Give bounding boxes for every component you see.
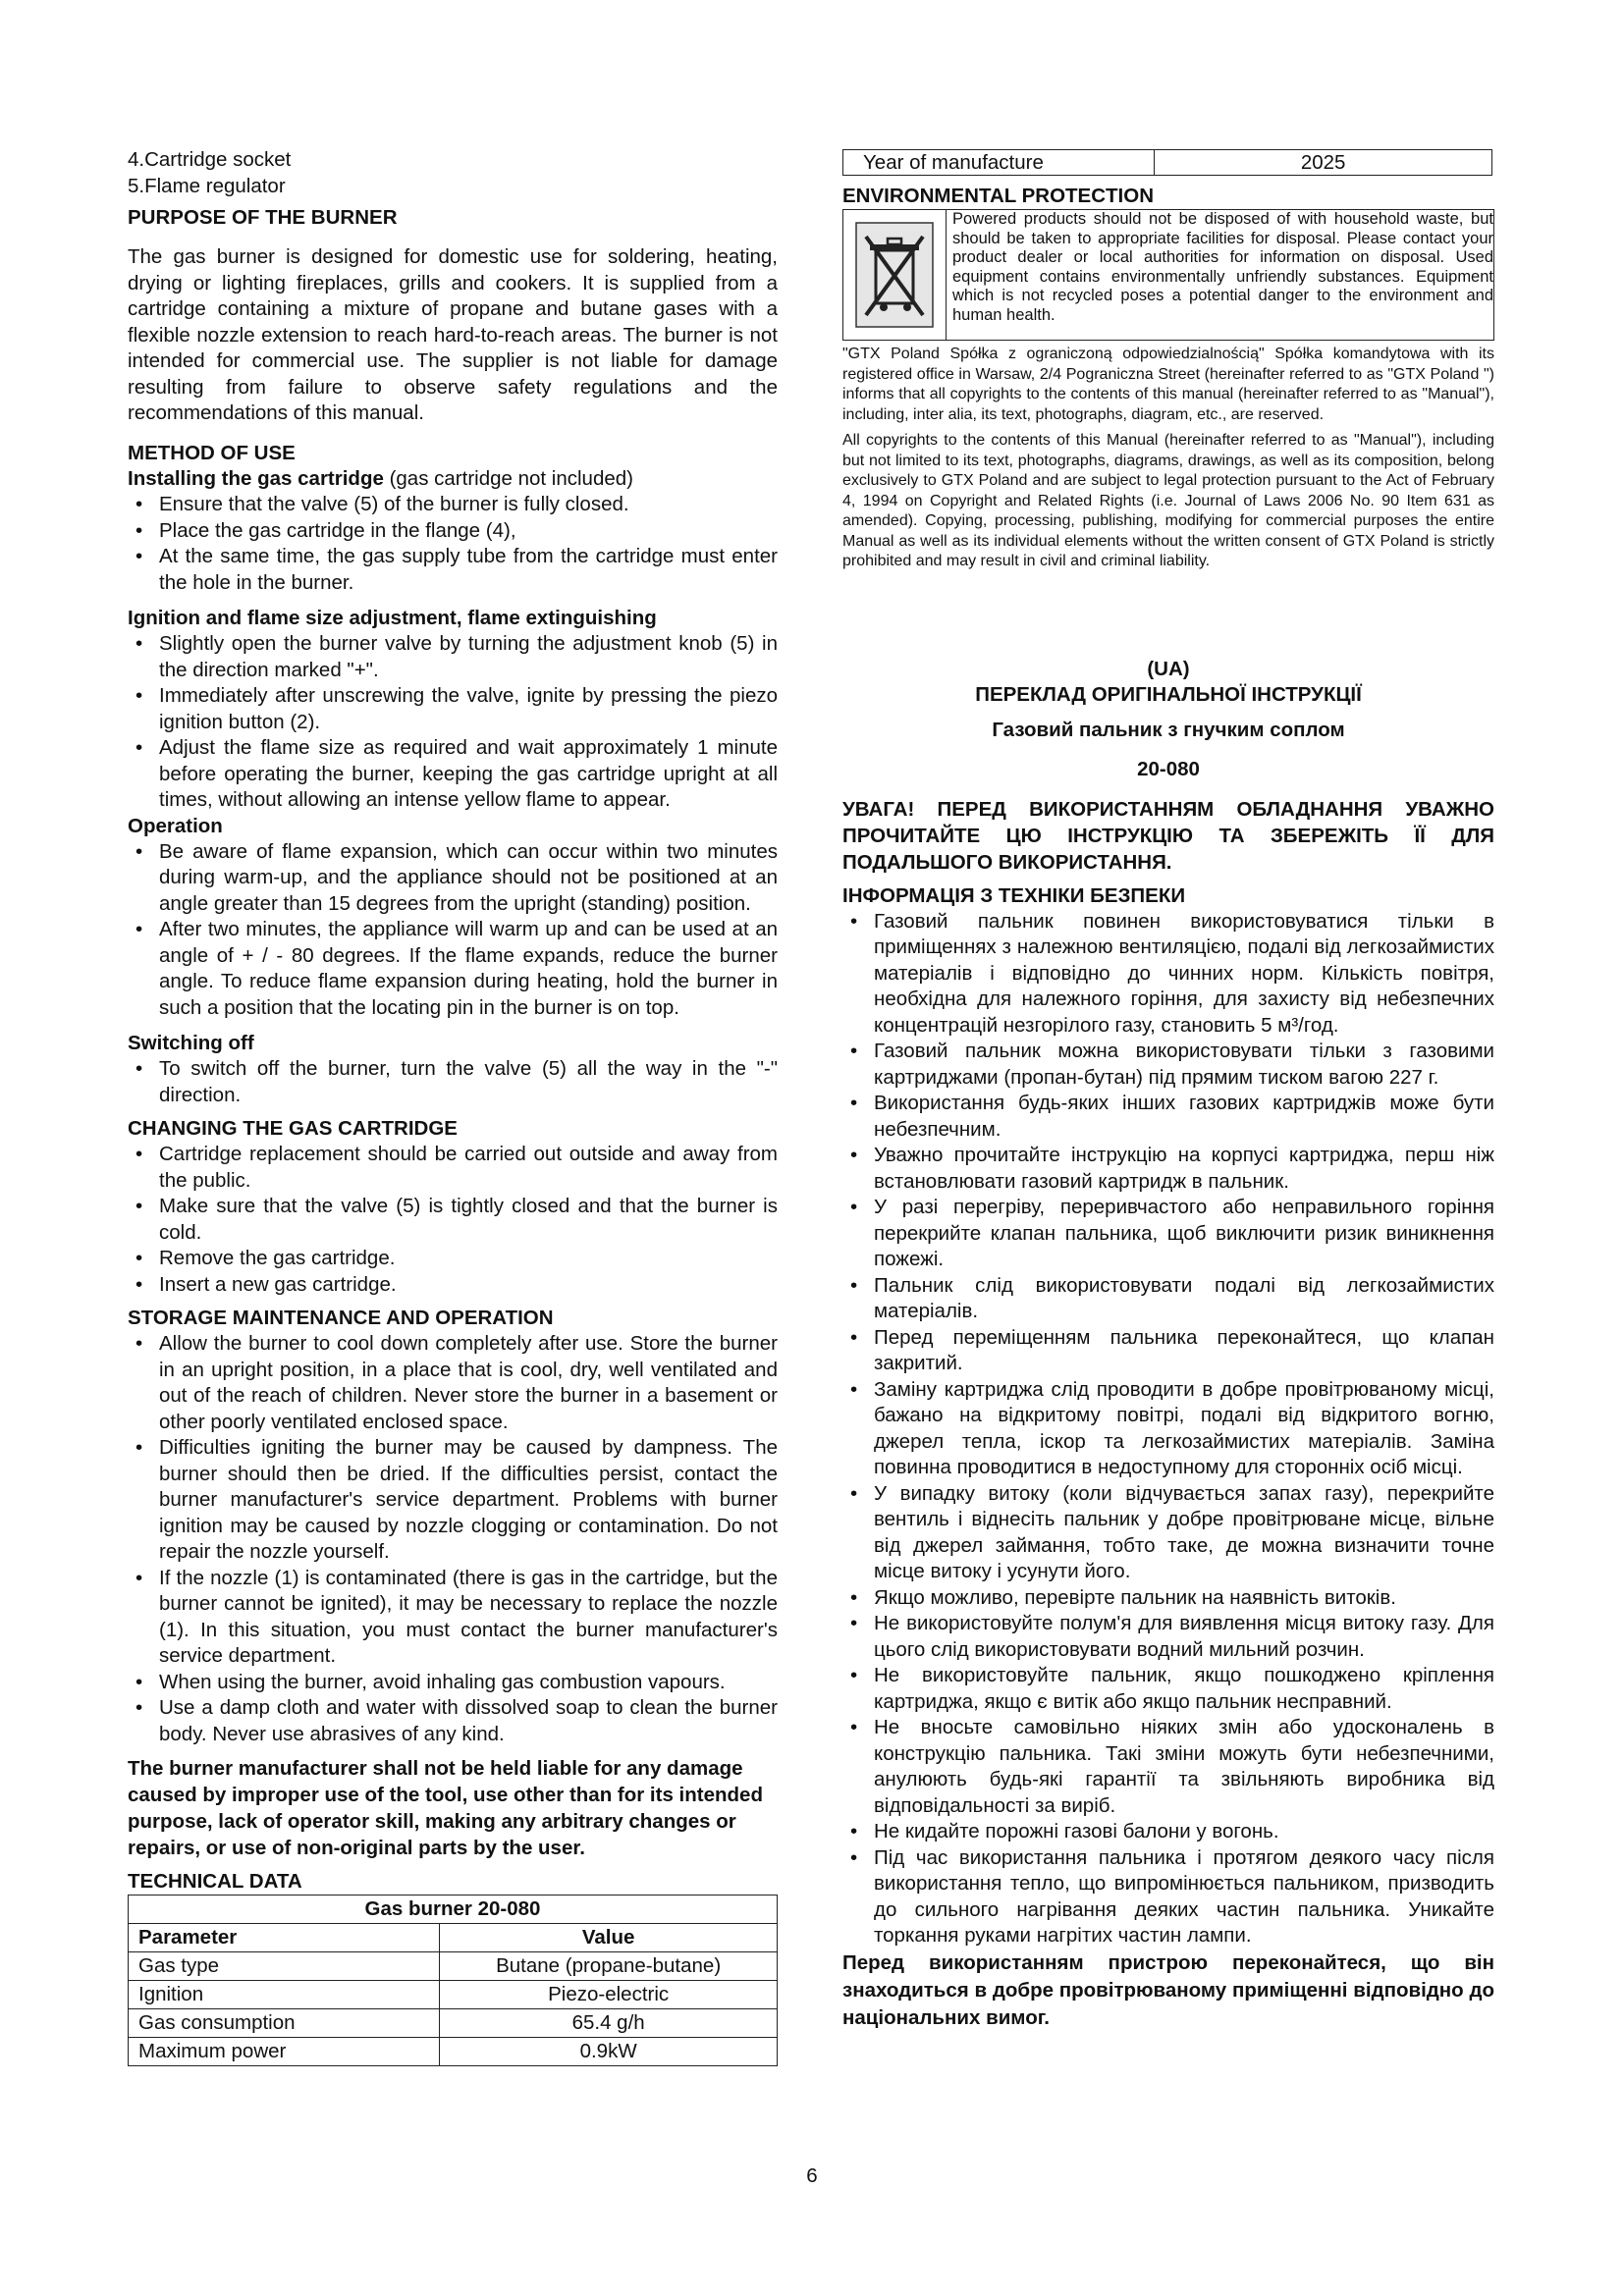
list-item: • Be aware of flame expansion, which can occur within two minutes during warm-up, and the appliance should not be positioned at an angle greater than 15 degrees from the upright (standing) position. [128, 839, 778, 918]
list-item: • Allow the burner to cool down completely after use. Store the burner in an upright position, in a place that is cool, dry, well ventilated and out of the reach of children. Never store the burner in a basement or other poorly ventilated enclosed space. [128, 1331, 778, 1435]
list-item: • Adjust the flame size as required and wait approximately 1 minute before operating the burner, keeping the gas cartridge upright at all times, without allowing an intense yellow flame to appear. [128, 735, 778, 814]
value-cell: 0.9kW [440, 2038, 778, 2066]
value-cell: Butane (propane-butane) [440, 1952, 778, 1981]
technical-caption: Gas burner 20-080 [129, 1896, 778, 1924]
list-item: • Make sure that the valve (5) is tightly closed and that the burner is cold. [128, 1194, 778, 1246]
install-subheading [128, 466, 778, 493]
list-item: • Перед переміщенням пальника переконайтеся, що клапан закритий. [842, 1325, 1494, 1377]
list-item: • Не вносьте самовільно ніяких змін або удосконалень в конструкцію пальника. Такі зміни можуть бути небезпечними, анулюють будь-які гарантії та звільняють виробника від відповідальності за виріб. [842, 1715, 1494, 1819]
env-box [842, 209, 1494, 341]
left-column [128, 147, 778, 2066]
list-item: • When using the burner, avoid inhaling gas combustion vapours. [128, 1670, 778, 1696]
recycle-bin-icon [842, 209, 947, 341]
table-row [129, 2009, 778, 2038]
ua-warning: УВАГА! ПЕРЕД ВИКОРИСТАННЯМ ОБЛАДНАННЯ УВАЖНО ПРОЧИТАЙТЕ ЦЮ ІНСТРУКЦІЮ ТА ЗБЕРЕЖІТЬ ЇЇ ДЛЯ ПОДАЛЬШОГО ВИКОРИСТАННЯ. [842, 797, 1494, 874]
year-value: 2025 [1155, 150, 1492, 176]
list-item: • Газовий пальник можна використовувати тільки з газовими картриджами (пропан-бутан) під прямим тиском вагою 227 г. [842, 1039, 1494, 1091]
col-header-value: Value [440, 1924, 778, 1952]
ignition-list [128, 631, 778, 814]
list-item: • Під час використання пальника і протягом деякого часу після використання тепло, що випромінюється пальником, призводить до сильного нагрівання деяких частин пальника. Уникайте торкання руками нагрітих частин лампи. [842, 1845, 1494, 1949]
list-item: • У випадку витоку (коли відчувається запах газу), перекрийте вентиль і віднесіть пальник у добре провітрюване місце, вільне від джерел займання, тобто таке, де можна визначити точне місце витоку і усунути його. [842, 1481, 1494, 1585]
ua-safety-list [842, 909, 1494, 1949]
list-item: • Уважно прочитайте інструкцію на корпусі картриджа, перш ніж встановлювати газовий картридж в пальник. [842, 1143, 1494, 1195]
operation-list [128, 839, 778, 1022]
technical-table [128, 1895, 778, 2066]
ua-title: ПЕРЕКЛАД ОРИГІНАЛЬНОЇ ІНСТРУКЦІЇ [975, 682, 1362, 706]
list-item: • Ensure that the valve (5) of the burner is fully closed. [128, 492, 778, 518]
install-list [128, 492, 778, 596]
list-item: • Slightly open the burner valve by turning the adjustment knob (5) in the direction marked "+". [128, 631, 778, 683]
purpose-text: The gas burner is designed for domestic use for soldering, heating, drying or lighting fireplaces, grills and cookers. It is supplied from a cartridge containing a mixture of propane and butane gases with a flexible nozzle extension to reach hard-to-reach areas. The burner is not intended for commercial use. The supplier is not liable for damage resulting from failure to observe safety regulations and the recommendations of this manual. [128, 245, 778, 424]
list-item: • Заміну картриджа слід проводити в добре провітрюваному місці, бажано на відкритому повітрі, подалі від відкритого вогню, джерел тепла, іскор та легкозаймистих матеріалів. Заміна повинна проводитися в недоступному для сторонніх осіб місці. [842, 1377, 1494, 1481]
ua-model: 20-080 [1137, 757, 1200, 780]
ua-safety-heading: ІНФОРМАЦІЯ З ТЕХНІКИ БЕЗПЕКИ [842, 883, 1186, 907]
changing-list [128, 1142, 778, 1298]
copyright-notice-2: All copyrights to the contents of this Manual (hereinafter referred to as "Manual"), including but not limited to its text, photographs, diagrams, drawings, as well as its composition, belong exclusively to GTX Poland and are subject to legal protection pursuant to the Act of February 4, 1994 on Copyright and Related Rights (i.e. Journal of Laws 2006 No. 90 Item 631 as amended). Copying, processing, publishing, modifying for commercial purposes the entire Manual as well as its individual elements without the written consent of GTX Poland is strictly prohibited and may result in civil and criminal liability. [842, 432, 1494, 569]
switching-heading: Switching off [128, 1032, 254, 1054]
year-label: Year of manufacture [843, 150, 1155, 176]
list-item: • Не використовуйте полум'я для виявлення місця витоку газу. Для цього слід використовувати водний мильний розчин. [842, 1611, 1494, 1663]
param-cell: Gas type [129, 1952, 440, 1981]
env-heading: ENVIRONMENTAL PROTECTION [842, 185, 1154, 207]
right-column [842, 149, 1494, 2032]
col-header-parameter: Parameter [129, 1924, 440, 1952]
intro-item: 5.Flame regulator [128, 174, 286, 197]
ua-code: (UA) [1147, 657, 1190, 680]
list-item: • After two minutes, the appliance will warm up and can be used at an angle of + / - 80 degrees. If the flame expands, reduce the burner angle. To reduce flame expansion during heating, hold the burner in such a position that the locating pin in the burner is on top. [128, 917, 778, 1021]
list-item: • Place the gas cartridge in the flange (4), [128, 518, 778, 545]
ua-subtitle: Газовий пальник з гнучким соплом [992, 718, 1345, 741]
ua-final-note: Перед використанням пристрою переконайтеся, що він знаходиться в добре провітрюваному приміщенні відповідно до національних вимог. [842, 1950, 1494, 2029]
param-cell: Ignition [129, 1981, 440, 2009]
value-cell: Piezo-electric [440, 1981, 778, 2009]
list-item: • Immediately after unscrewing the valve, ignite by pressing the piezo ignition button (2). [128, 683, 778, 735]
list-item: • Use a damp cloth and water with dissolved soap to clean the burner body. Never use abrasives of any kind. [128, 1695, 778, 1747]
ignition-heading: Ignition and flame size adjustment, flame extinguishing [128, 607, 657, 629]
param-cell: Maximum power [129, 2038, 440, 2066]
method-heading: METHOD OF USE [128, 441, 296, 464]
list-item: • Пальник слід використовувати подалі від легкозаймистих матеріалів. [842, 1273, 1494, 1325]
table-row [129, 2038, 778, 2066]
list-item: • To switch off the burner, turn the valve (5) all the way in the "-" direction. [128, 1056, 778, 1108]
list-item: • Insert a new gas cartridge. [128, 1272, 778, 1299]
storage-list [128, 1331, 778, 1747]
page-number: 6 [806, 2164, 818, 2187]
storage-heading: STORAGE MAINTENANCE AND OPERATION [128, 1307, 554, 1329]
list-item: • Не кидайте порожні газові балони у вогонь. [842, 1819, 1494, 1845]
list-item: • Remove the gas cartridge. [128, 1246, 778, 1272]
list-item: • Газовий пальник повинен використовуватися тільки в приміщеннях з належною вентиляцією, подалі від легкозаймистих матеріалів і відповідно до чинних норм. Кількість повітря, необхідна для належного горіння, для захисту від небезпечних концентрацій незгорілого газу, становить 5 м³/год. [842, 909, 1494, 1040]
operation-heading: Operation [128, 814, 223, 837]
table-row [129, 1981, 778, 2009]
install-rest: (gas cartridge not included) [383, 466, 633, 490]
value-cell: 65.4 g/h [440, 2009, 778, 2038]
purpose-heading: PURPOSE OF THE BURNER [128, 206, 398, 229]
copyright-notice-1: "GTX Poland Spółka z ograniczoną odpowiedzialnością" Spółka komandytowa with its registered office in Warsaw, 2/4 Pograniczna Street (hereinafter referred to as "GTX Poland ") informs that all copyrights to the contents of this manual (hereinafter referred to as "Manual"), including, inter alia, its text, photographs, diagram, etc., are reserved. [842, 346, 1494, 423]
list-item: • Difficulties igniting the burner may be caused by dampness. The burner should then be dried. If the difficulties persist, contact the burner manufacturer's service department. Problems with burner ignition may be caused by nozzle clogging or contamination. Do not repair the nozzle yourself. [128, 1435, 778, 1566]
switching-list [128, 1056, 778, 1108]
ua-section [842, 657, 1494, 2032]
table-row [129, 1952, 778, 1981]
list-item: • If the nozzle (1) is contaminated (there is gas in the cartridge, but the burner cannot be ignited), it may be necessary to replace the nozzle (1). In this situation, you must contact the burner manufacturer's service department. [128, 1566, 778, 1670]
list-item: • Cartridge replacement should be carried out outside and away from the public. [128, 1142, 778, 1194]
list-item: • At the same time, the gas supply tube from the cartridge must enter the hole in the burner. [128, 544, 778, 596]
list-item: • Не використовуйте пальник, якщо пошкоджено кріплення картриджа, якщо є витік або якщо пальник несправний. [842, 1663, 1494, 1715]
intro-item: 4.Cartridge socket [128, 148, 292, 171]
list-item: • Використання будь-яких інших газових картриджів може бути небезпечним. [842, 1091, 1494, 1143]
install-bold: Installing the gas cartridge [128, 466, 384, 490]
env-text: Powered products should not be disposed of with household waste, but should be taken to appropriate facilities for disposal. Please contact your product dealer or local authorities for information on disposal. Used equipment contains environmentally unfriendly substances. Equipment which is not recycled poses a potential danger to the environment and human health. [947, 209, 1494, 341]
changing-heading: CHANGING THE GAS CARTRIDGE [128, 1117, 458, 1140]
list-item: • Якщо можливо, перевірте пальник на наявність витоків. [842, 1585, 1494, 1612]
param-cell: Gas consumption [129, 2009, 440, 2038]
liability-statement: The burner manufacturer shall not be held liable for any damage caused by improper use of the tool, use other than for its intended purpose, lack of operator skill, making any arbitrary changes or repairs, or use of non-original parts by the user. [128, 1757, 763, 1859]
year-table [842, 149, 1492, 176]
technical-heading: TECHNICAL DATA [128, 1870, 302, 1893]
list-item: • У разі перегріву, переривчастого або неправильного горіння перекрийте клапан пальника, щоб виключити ризик виникнення пожежі. [842, 1195, 1494, 1273]
